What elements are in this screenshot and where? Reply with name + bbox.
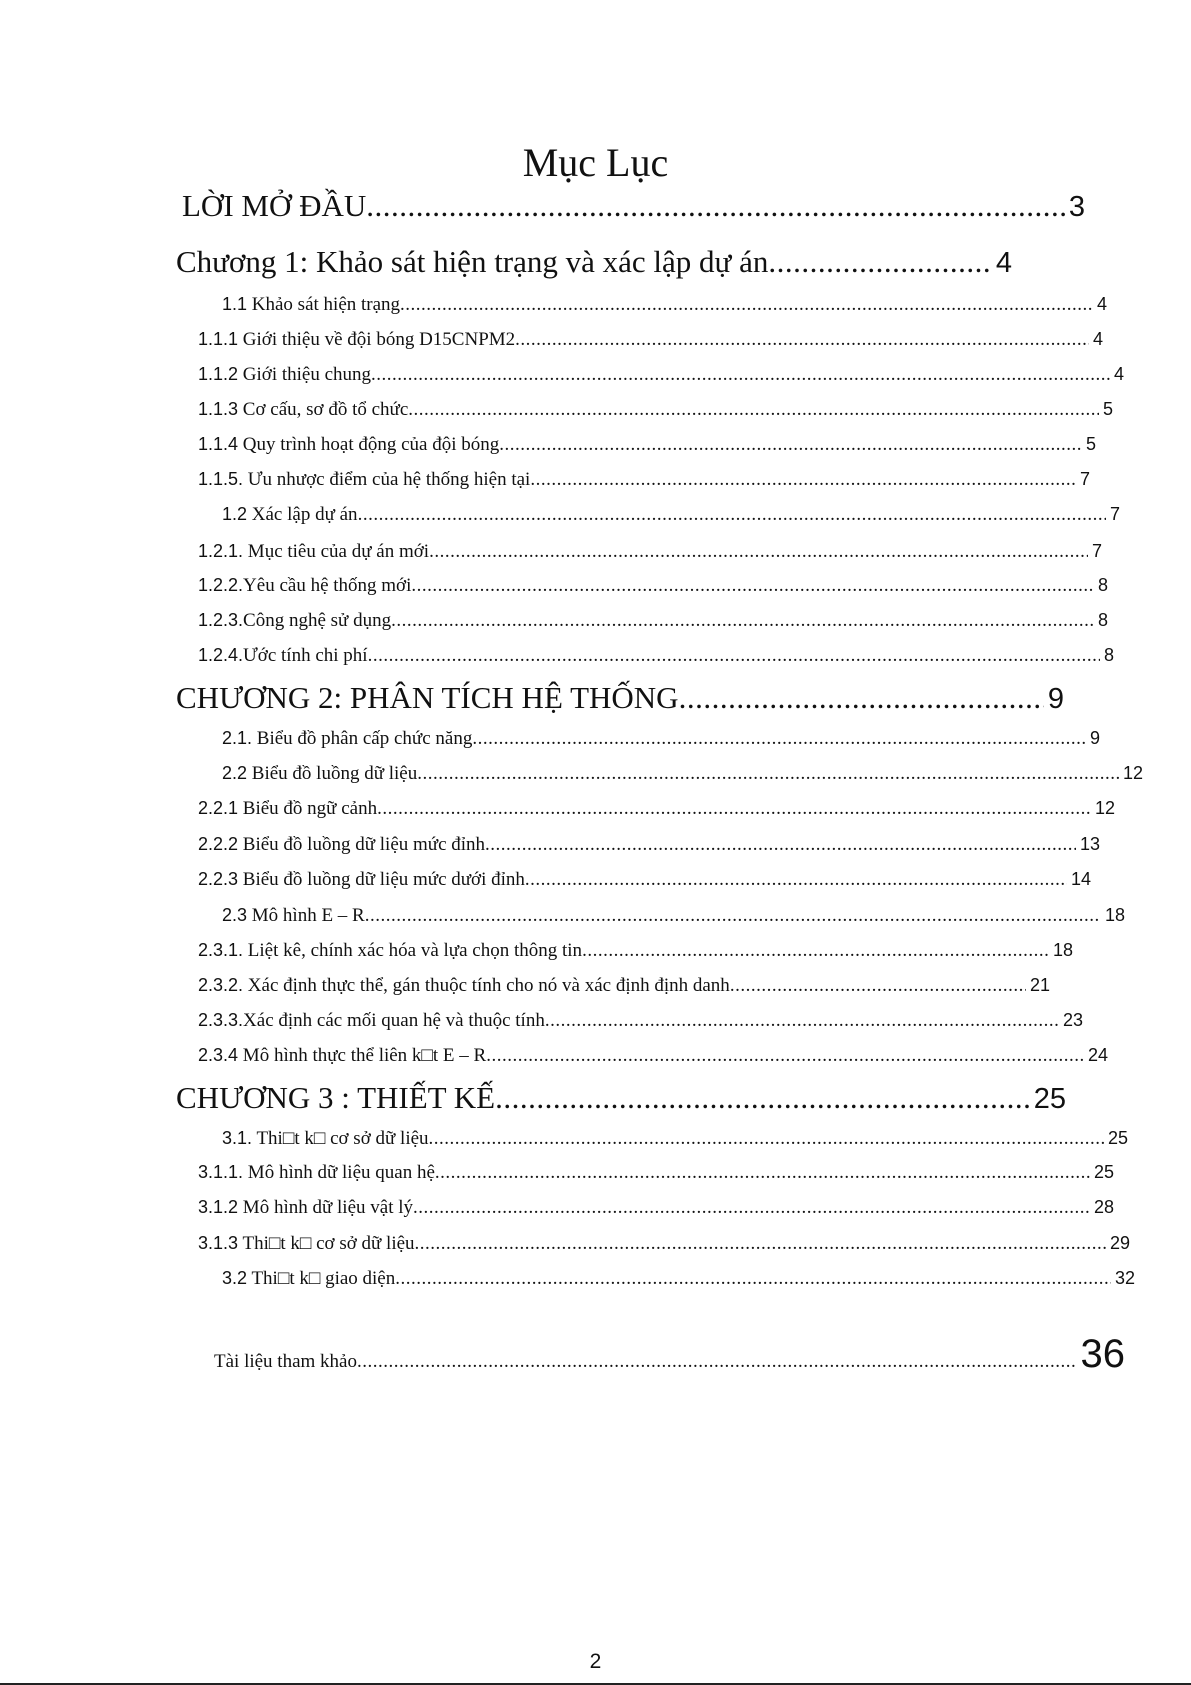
toc-leader-dots bbox=[530, 469, 1076, 491]
toc-entry-text: Mô hình thực thể liên k□t E – R bbox=[242, 1045, 487, 1066]
toc-leader-dots bbox=[366, 188, 1065, 224]
toc-entry-number: 3.2 bbox=[222, 1268, 248, 1288]
toc-entry-number: 1.2.2. bbox=[198, 575, 244, 595]
toc-entry-3-1[interactable] bbox=[222, 1128, 1128, 1154]
toc-entry-text: Biểu đồ luồng dữ liệu mức đỉnh bbox=[242, 834, 486, 855]
toc-entry-2-3[interactable] bbox=[222, 905, 1125, 931]
toc-entry-number: 2.3.3. bbox=[198, 1010, 244, 1030]
toc-entry-number: 1.1.2 bbox=[198, 364, 239, 384]
page-number: 2 bbox=[589, 1650, 602, 1673]
toc-entry-number: 1.1 bbox=[222, 294, 248, 314]
toc-entry-number: 1.2 bbox=[222, 504, 248, 524]
toc-entry-page: 25 bbox=[1107, 1128, 1128, 1148]
toc-entry-number: 2.2.1 bbox=[198, 798, 239, 818]
toc-entry-text: Biểu đồ luồng dữ liệu bbox=[251, 763, 418, 784]
toc-leader-dots bbox=[358, 504, 1106, 526]
toc-entry-page: 24 bbox=[1087, 1045, 1108, 1065]
toc-entry-page: 3 bbox=[1068, 191, 1085, 223]
toc-leader-dots bbox=[485, 834, 1076, 856]
toc-entry-page: 12 bbox=[1122, 763, 1143, 783]
toc-entry-text: Xác lập dự án bbox=[251, 504, 358, 525]
toc-entry-number: 2.3.4 bbox=[198, 1045, 239, 1065]
toc-entry-text: Giới thiệu chung bbox=[242, 364, 372, 385]
toc-entry-page: 5 bbox=[1085, 434, 1096, 454]
toc-entry-page: 9 bbox=[1047, 683, 1064, 715]
toc-entry-number: 1.1.3 bbox=[198, 399, 239, 419]
toc-entry-page: 8 bbox=[1103, 645, 1114, 665]
toc-entry-text: Ước tính chi phí bbox=[243, 645, 368, 666]
toc-entry-page: 29 bbox=[1109, 1233, 1130, 1253]
toc-entry-page: 7 bbox=[1109, 504, 1120, 524]
toc-leader-dots bbox=[368, 645, 1100, 667]
toc-entry-text: Biểu đồ ngữ cảnh bbox=[242, 798, 378, 819]
toc-entry-chapter-2[interactable] bbox=[176, 680, 1064, 720]
toc-entry-page: 7 bbox=[1079, 469, 1090, 489]
toc-leader-dots bbox=[411, 575, 1094, 597]
toc-entry-page: 9 bbox=[1089, 728, 1100, 748]
toc-entry-2-3-1[interactable] bbox=[198, 940, 1073, 966]
toc-entry-text: CHƯƠNG 3 : THIẾT KẾ bbox=[176, 1080, 496, 1115]
toc-entry-1-1-3[interactable] bbox=[198, 399, 1113, 425]
toc-entry-text: Yêu cầu hệ thống mới bbox=[243, 575, 412, 596]
toc-leader-dots bbox=[495, 1080, 1030, 1116]
toc-entry-number: 1.2.3. bbox=[198, 610, 244, 630]
toc-leader-dots bbox=[408, 399, 1099, 421]
toc-leader-dots bbox=[768, 244, 992, 280]
toc-entry-text: Cơ cấu, sơ đồ tổ chức bbox=[242, 399, 409, 420]
toc-leader-dots bbox=[417, 763, 1119, 785]
toc-entry-text: Tài liệu tham khảo bbox=[214, 1351, 357, 1372]
toc-entry-page: 8 bbox=[1097, 575, 1108, 595]
toc-leader-dots bbox=[400, 294, 1093, 316]
toc-entry-text: LỜI MỞ ĐẦU bbox=[182, 188, 367, 223]
toc-entry-number: 1.1.1 bbox=[198, 329, 239, 349]
toc-entry-text: Mục tiêu của dự án mới bbox=[247, 541, 430, 562]
toc-entry-number: 2.2 bbox=[222, 763, 248, 783]
toc-title: Mục Lục bbox=[522, 140, 669, 185]
toc-entry-text: Biểu đồ luồng dữ liệu mức dưới đỉnh bbox=[242, 869, 525, 890]
toc-entry-page: 23 bbox=[1062, 1010, 1083, 1030]
toc-entry-2-3-4[interactable] bbox=[198, 1045, 1108, 1071]
toc-leader-dots bbox=[391, 610, 1094, 632]
toc-entry-2-2[interactable] bbox=[222, 763, 1143, 789]
toc-entry-page: 13 bbox=[1079, 834, 1100, 854]
toc-entry-1-1-1[interactable] bbox=[198, 329, 1103, 355]
toc-entry-2-2-2[interactable] bbox=[198, 834, 1100, 860]
toc-entry-2-2-1[interactable] bbox=[198, 798, 1115, 824]
toc-entry-page: 12 bbox=[1094, 798, 1115, 818]
toc-leader-dots bbox=[582, 940, 1049, 962]
toc-entry-text: Giới thiệu về đội bóng D15CNPM2 bbox=[242, 329, 516, 350]
toc-entry-2-3-2[interactable] bbox=[198, 975, 1050, 1001]
toc-entry-page: 32 bbox=[1114, 1268, 1135, 1288]
toc-leader-dots bbox=[499, 434, 1082, 456]
toc-entry-text: Công nghệ sử dụng bbox=[243, 610, 392, 631]
toc-entry-page: 4 bbox=[995, 247, 1012, 279]
toc-entry-number: 2.3.2. bbox=[198, 975, 244, 995]
toc-entry-2-1[interactable] bbox=[222, 728, 1100, 754]
toc-entry-number: 1.2.4. bbox=[198, 645, 244, 665]
toc-entry-page: 4 bbox=[1096, 294, 1107, 314]
toc-leader-dots bbox=[415, 1233, 1106, 1255]
toc-entry-page: 21 bbox=[1029, 975, 1050, 995]
toc-entry-page: 8 bbox=[1097, 610, 1108, 630]
toc-leader-dots bbox=[365, 905, 1101, 927]
toc-entry-number: 1.2.1. bbox=[198, 541, 244, 561]
toc-entry-text: Khảo sát hiện trạng bbox=[251, 294, 401, 315]
toc-entry-page: 5 bbox=[1102, 399, 1113, 419]
toc-leader-dots bbox=[679, 680, 1044, 716]
toc-entry-number: 2.2.2 bbox=[198, 834, 239, 854]
toc-entry-text: Liệt kê, chính xác hóa và lựa chọn thông tin bbox=[247, 940, 583, 961]
toc-entry-number: 3.1.1. bbox=[198, 1162, 244, 1182]
toc-leader-dots bbox=[730, 975, 1026, 997]
toc-leader-dots bbox=[472, 728, 1086, 750]
toc-entry-number: 1.1.5. bbox=[198, 469, 244, 489]
toc-entry-number: 2.1. bbox=[222, 728, 253, 748]
toc-entry-text: Xác định thực thể, gán thuộc tính cho nó và xác định định danh bbox=[247, 975, 730, 996]
toc-entry-text: Biểu đồ phân cấp chức năng bbox=[256, 728, 473, 749]
toc-entry-1-1-2[interactable] bbox=[198, 364, 1124, 390]
toc-entry-page: 4 bbox=[1092, 329, 1103, 349]
toc-leader-dots bbox=[486, 1045, 1084, 1067]
toc-entry-page: 7 bbox=[1091, 541, 1102, 561]
toc-entry-1-1[interactable] bbox=[222, 294, 1107, 320]
toc-leader-dots bbox=[429, 541, 1088, 563]
toc-entry-text: Thi□t k□ giao diện bbox=[251, 1268, 396, 1289]
toc-entry-text: Ưu nhược điểm của hệ thống hiện tại bbox=[247, 469, 531, 490]
toc-entry-number: 3.1. bbox=[222, 1128, 253, 1148]
toc-entry-page: 25 bbox=[1093, 1162, 1114, 1182]
toc-leader-dots bbox=[545, 1010, 1059, 1032]
toc-entry-text: Chương 1: Khảo sát hiện trạng và xác lập dự án bbox=[176, 244, 769, 279]
toc-entry-3-1-3[interactable] bbox=[198, 1233, 1130, 1259]
toc-leader-dots bbox=[357, 1351, 1077, 1373]
toc-leader-dots bbox=[395, 1268, 1111, 1290]
toc-entry-1-2-1[interactable] bbox=[198, 541, 1102, 567]
toc-entry-text: Xác định các mối quan hệ và thuộc tính bbox=[243, 1010, 545, 1031]
toc-entry-page: 25 bbox=[1033, 1083, 1066, 1115]
toc-entry-number: 2.3 bbox=[222, 905, 248, 925]
toc-entry-text: Quy trình hoạt động của đội bóng bbox=[242, 434, 500, 455]
toc-leader-dots bbox=[377, 798, 1091, 820]
toc-entry-number: 2.2.3 bbox=[198, 869, 239, 889]
toc-entry-1-2-4[interactable] bbox=[198, 645, 1114, 671]
toc-entry-loi-mo-dau[interactable] bbox=[182, 188, 1085, 228]
toc-leader-dots bbox=[515, 329, 1089, 351]
toc-entry-chapter-3[interactable] bbox=[176, 1080, 1066, 1120]
toc-entry-page: 18 bbox=[1052, 940, 1073, 960]
toc-entry-text: Thi□t k□ cơ sở dữ liệu bbox=[242, 1233, 415, 1254]
toc-leader-dots bbox=[435, 1162, 1090, 1184]
toc-leader-dots bbox=[413, 1197, 1090, 1219]
toc-entry-3-1-2[interactable] bbox=[198, 1197, 1114, 1223]
toc-entry-page: 14 bbox=[1070, 869, 1091, 889]
toc-entry-1-2-2[interactable] bbox=[198, 575, 1108, 601]
toc-entry-chapter-1[interactable] bbox=[176, 244, 1012, 284]
toc-leader-dots bbox=[429, 1128, 1104, 1150]
toc-entry-3-2[interactable] bbox=[222, 1268, 1135, 1294]
toc-entry-text: Mô hình dữ liệu quan hệ bbox=[247, 1162, 435, 1183]
toc-entry-number: 3.1.3 bbox=[198, 1233, 239, 1253]
toc-entry-page: 28 bbox=[1093, 1197, 1114, 1217]
toc-entry-text: Mô hình E – R bbox=[251, 905, 365, 926]
toc-entry-text: Mô hình dữ liệu vật lý bbox=[242, 1197, 413, 1218]
toc-leader-dots bbox=[525, 869, 1067, 891]
toc-entry-number: 3.1.2 bbox=[198, 1197, 239, 1217]
toc-entry-text: Thi□t k□ cơ sở dữ liệu bbox=[256, 1128, 429, 1149]
toc-entry-1-1-4[interactable] bbox=[198, 434, 1096, 460]
toc-entry-page: 18 bbox=[1104, 905, 1125, 925]
toc-entry-page: 36 bbox=[1080, 1332, 1125, 1376]
toc-entry-1-2-3[interactable] bbox=[198, 610, 1108, 636]
toc-entry-2-2-3[interactable] bbox=[198, 869, 1091, 895]
toc-entry-number: 2.3.1. bbox=[198, 940, 244, 960]
toc-entry-1-2[interactable] bbox=[222, 504, 1120, 530]
toc-entry-1-1-5[interactable] bbox=[198, 469, 1090, 495]
toc-leader-dots bbox=[371, 364, 1110, 386]
toc-entry-number: 1.1.4 bbox=[198, 434, 239, 454]
toc-entry-3-1-1[interactable] bbox=[198, 1162, 1114, 1188]
toc-entry-2-3-3[interactable] bbox=[198, 1010, 1083, 1036]
toc-entry-page: 4 bbox=[1113, 364, 1124, 384]
toc-entry-references[interactable] bbox=[214, 1332, 1125, 1376]
toc-entry-text: CHƯƠNG 2: PHÂN TÍCH HỆ THỐNG bbox=[176, 680, 679, 715]
